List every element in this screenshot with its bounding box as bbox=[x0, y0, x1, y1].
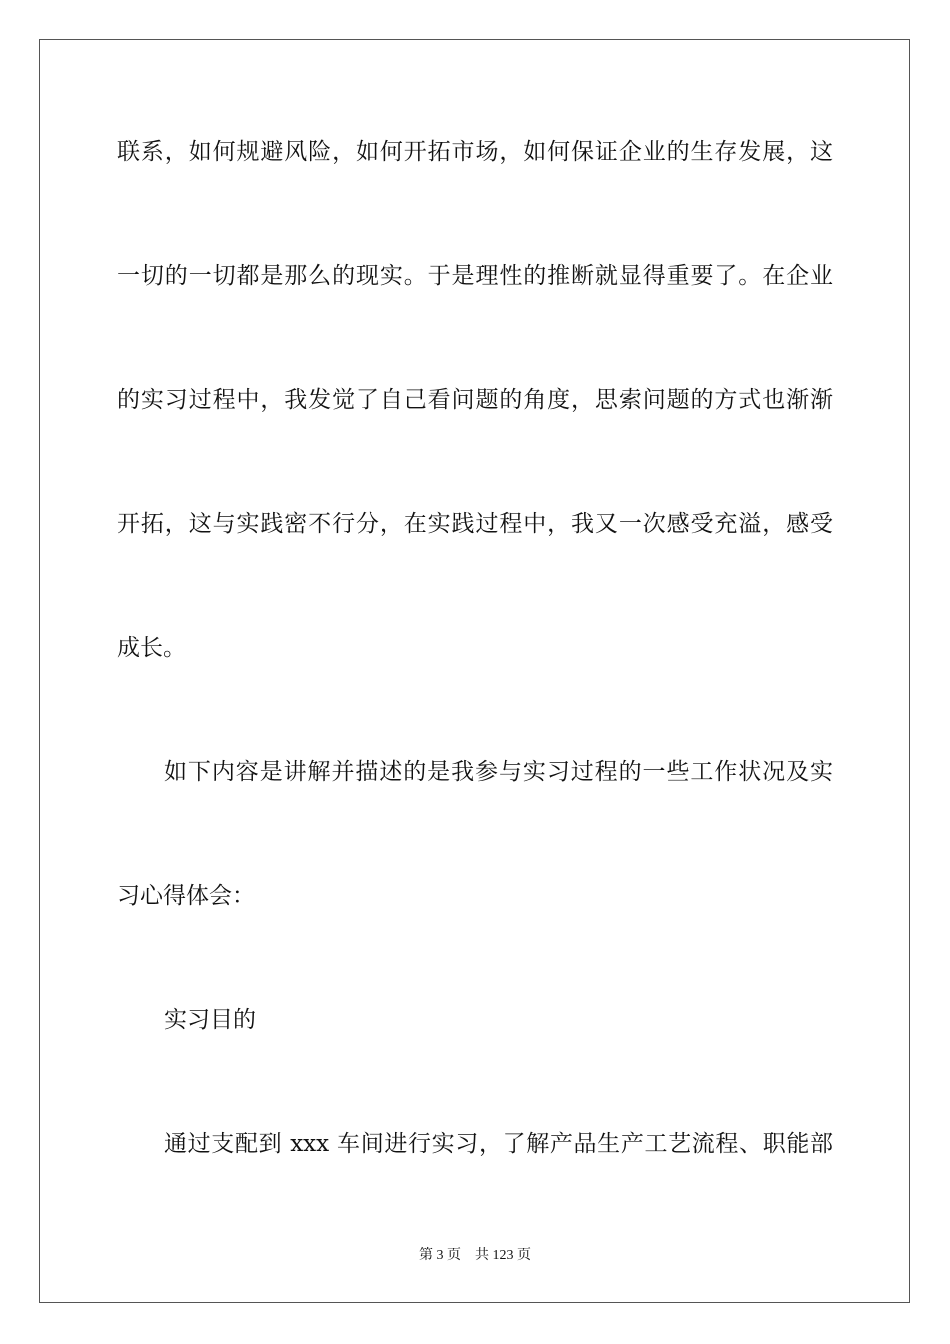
page-border bbox=[39, 39, 910, 1303]
body-text-line: 联系，如何规避风险，如何开拓市场，如何保证企业的生存发展，这 bbox=[117, 139, 833, 165]
body-text-line: 习心得体会： bbox=[117, 883, 255, 909]
section-heading: 实习目的 bbox=[164, 1007, 256, 1033]
page-total: 共 123 页 bbox=[475, 1248, 531, 1263]
page-footer bbox=[0, 1247, 950, 1265]
body-text-line: 的实习过程中，我发觉了自己看问题的角度，思索问题的方式也渐渐 bbox=[117, 387, 833, 413]
body-text-line: 通过支配到 xxx 车间进行实习，了解产品生产工艺流程、职能部 bbox=[164, 1131, 833, 1157]
body-text-line: 成长。 bbox=[117, 635, 186, 661]
page-number: 第 3 页 bbox=[419, 1248, 461, 1263]
body-text-line: 如下内容是讲解并描述的是我参与实习过程的一些工作状况及实 bbox=[164, 759, 833, 785]
body-text-line: 开拓，这与实践密不行分，在实践过程中，我又一次感受充溢，感受 bbox=[117, 511, 833, 537]
body-text-line: 一切的一切都是那么的现实。于是理性的推断就显得重要了。在企业 bbox=[117, 263, 833, 289]
